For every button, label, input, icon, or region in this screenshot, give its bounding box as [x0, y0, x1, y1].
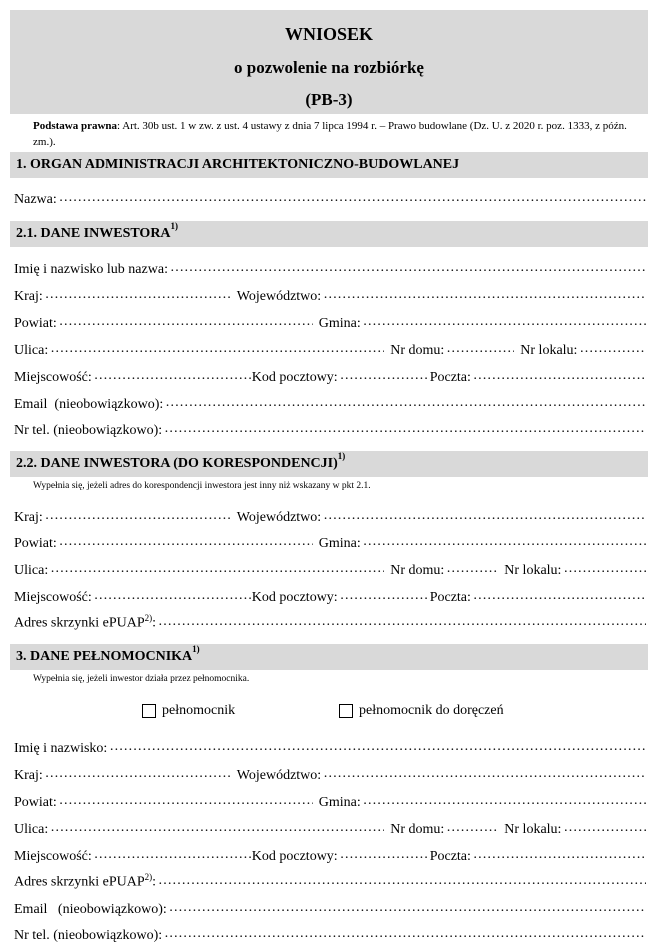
- gmina-label: Gmina:: [318, 795, 361, 810]
- section-2-1-title: 2.1. DANE INWESTORA: [16, 226, 171, 241]
- footnote-ref: 1): [337, 451, 346, 462]
- peln-ulica-field[interactable]: [48, 818, 384, 838]
- kor-epuap-field[interactable]: [156, 612, 646, 632]
- kor-nr-lokalu-field[interactable]: [561, 559, 646, 579]
- section-2-2-note: Wypełnia się, jeżeli adres do korespondencji inwestora jest inny niż wskazany w pkt 2.1.: [33, 481, 371, 491]
- powiat-label: Powiat:: [14, 795, 57, 810]
- powiat-label: Powiat:: [14, 536, 57, 551]
- kor-kraj-field[interactable]: [43, 506, 231, 526]
- row-inwestor-ulica: [14, 339, 646, 359]
- kor-nr-domu-field[interactable]: [444, 559, 498, 579]
- epuap-label: Adres skrzynki ePUAP$^{2)}$:: [14, 872, 157, 890]
- peln-epuap-field[interactable]: [156, 871, 646, 891]
- section-2-1-header: [10, 221, 648, 247]
- imie-label: Imię i nazwisko lub nazwa:: [14, 262, 168, 277]
- inwestor-nr-lokalu-field[interactable]: [577, 339, 646, 359]
- imie-label: Imię i nazwisko:: [14, 741, 108, 756]
- section-3-header: [10, 644, 648, 670]
- kod-pocztowy-label: Kod pocztowy:: [251, 849, 338, 864]
- checkbox-icon[interactable]: [142, 704, 156, 718]
- row-inwestor-kraj: [14, 285, 646, 305]
- row-kor-miejscowosc: [14, 586, 646, 606]
- row-peln-email: [14, 898, 646, 918]
- footnote-ref: 1): [192, 644, 200, 655]
- inwestor-imie-field[interactable]: [168, 258, 646, 278]
- peln-kraj-field[interactable]: [43, 764, 231, 784]
- row-organ-nazwa: [14, 188, 646, 208]
- checkbox-pelnomocnik-label: pełnomocnik: [162, 703, 236, 718]
- kor-gmina-field[interactable]: [361, 532, 646, 552]
- row-inwestor-imie: [14, 258, 646, 278]
- inwestor-ulica-field[interactable]: [48, 339, 384, 359]
- section-1-header: [10, 152, 648, 178]
- gmina-label: Gmina:: [318, 316, 361, 331]
- inwestor-kraj-field[interactable]: [43, 285, 231, 305]
- form-code: (PB-3): [305, 90, 353, 109]
- peln-wojewodztwo-field[interactable]: [321, 764, 646, 784]
- nazwa-field[interactable]: [57, 188, 646, 208]
- inwestor-kod-pocztowy-field[interactable]: [338, 366, 430, 386]
- email-label: Email (nieobowiązkowo):: [14, 902, 167, 917]
- peln-gmina-field[interactable]: [361, 791, 646, 811]
- pelnomocnik-type-options: [0, 703, 657, 723]
- row-kor-kraj: [14, 506, 646, 526]
- nr-domu-label: Nr domu:: [390, 822, 445, 837]
- row-kor-ulica: [14, 559, 646, 579]
- gmina-label: Gmina:: [318, 536, 361, 551]
- checkbox-pelnomocnik-do-doreczen[interactable]: [339, 703, 504, 719]
- peln-nr-domu-field[interactable]: [444, 818, 498, 838]
- tel-label: Nr tel. (nieobowiązkowo):: [14, 928, 163, 943]
- peln-nr-lokalu-field[interactable]: [561, 818, 646, 838]
- nr-lokalu-label: Nr lokalu:: [520, 343, 578, 358]
- ulica-label: Ulica:: [14, 563, 49, 578]
- row-peln-tel: [14, 924, 646, 944]
- section-3-title: 3. DANE PEŁNOMOCNIKA: [16, 649, 193, 664]
- row-peln-miejscowosc: [14, 845, 646, 865]
- row-inwestor-tel: [14, 419, 646, 439]
- legal-basis: [33, 118, 638, 150]
- miejscowosc-label: Miejscowość:: [14, 849, 92, 864]
- peln-miejscowosc-field[interactable]: [92, 845, 252, 865]
- peln-tel-field[interactable]: [162, 924, 646, 944]
- section-2-2-title: 2.2. DANE INWESTORA (DO KORESPONDENCJI): [16, 456, 338, 471]
- peln-email-field[interactable]: [167, 898, 646, 918]
- form-title: WNIOSEK: [284, 24, 374, 44]
- section-3-note: Wypełnia się, jeżeli inwestor działa przez pełnomocnika.: [33, 674, 250, 684]
- inwestor-email-field[interactable]: [163, 393, 646, 413]
- row-inwestor-powiat: [14, 312, 646, 332]
- kod-pocztowy-label: Kod pocztowy:: [251, 590, 338, 605]
- inwestor-poczta-field[interactable]: [471, 366, 646, 386]
- row-kor-powiat: [14, 532, 646, 552]
- peln-imie-field[interactable]: [107, 737, 646, 757]
- peln-powiat-field[interactable]: [57, 791, 313, 811]
- inwestor-tel-field[interactable]: [162, 419, 646, 439]
- legal-basis-text: : Art. 30b ust. 1 w zw. z ust. 4 ustawy z dnia 7 lipca 1994 r. – Prawo budowlane (Dz. U. z 2020 r. poz. 1333, z późn. zm.).: [33, 120, 627, 148]
- row-inwestor-email: [14, 393, 646, 413]
- nr-lokalu-label: Nr lokalu:: [504, 563, 562, 578]
- kor-powiat-field[interactable]: [57, 532, 313, 552]
- nazwa-label: Nazwa:: [14, 192, 57, 207]
- ulica-label: Ulica:: [14, 343, 49, 358]
- row-peln-powiat: [14, 791, 646, 811]
- row-kor-epuap: [14, 612, 646, 632]
- checkbox-pelnomocnik-do-doreczen-label: pełnomocnik do doręczeń: [359, 703, 504, 718]
- footnote-ref: 1): [170, 221, 179, 232]
- wojewodztwo-label: Województwo:: [236, 768, 322, 783]
- ulica-label: Ulica:: [14, 822, 49, 837]
- kod-pocztowy-label: Kod pocztowy:: [251, 370, 338, 385]
- inwestor-miejscowosc-field[interactable]: [92, 366, 252, 386]
- row-peln-epuap: [14, 871, 646, 891]
- poczta-label: Poczta:: [429, 370, 471, 385]
- kraj-label: Kraj:: [14, 510, 43, 525]
- kor-kod-pocztowy-field[interactable]: [338, 586, 430, 606]
- row-peln-imie: [14, 737, 646, 757]
- inwestor-powiat-field[interactable]: [57, 312, 313, 332]
- inwestor-wojewodztwo-field[interactable]: [321, 285, 646, 305]
- kraj-label: Kraj:: [14, 289, 43, 304]
- nr-domu-label: Nr domu:: [390, 563, 445, 578]
- inwestor-gmina-field[interactable]: [361, 312, 646, 332]
- wojewodztwo-label: Województwo:: [236, 289, 322, 304]
- poczta-label: Poczta:: [429, 849, 471, 864]
- section-1-title: 1. ORGAN ADMINISTRACJI ARCHITEKTONICZNO-BUDOWLANEJ: [16, 157, 460, 172]
- kraj-label: Kraj:: [14, 768, 43, 783]
- miejscowosc-label: Miejscowość:: [14, 370, 92, 385]
- email-label: Email (nieobowiązkowo):: [14, 397, 164, 412]
- kor-miejscowosc-field[interactable]: [92, 586, 252, 606]
- legal-basis-label: Podstawa prawna: [33, 120, 118, 132]
- miejscowosc-label: Miejscowość:: [14, 590, 92, 605]
- kor-wojewodztwo-field[interactable]: [321, 506, 646, 526]
- section-2-2-header: [10, 451, 648, 477]
- kor-poczta-field[interactable]: [471, 586, 646, 606]
- tel-label: Nr tel. (nieobowiązkowo):: [14, 423, 163, 438]
- inwestor-nr-domu-field[interactable]: [444, 339, 514, 359]
- powiat-label: Powiat:: [14, 316, 57, 331]
- nr-domu-label: Nr domu:: [390, 343, 445, 358]
- row-peln-kraj: [14, 764, 646, 784]
- poczta-label: Poczta:: [429, 590, 471, 605]
- checkbox-icon[interactable]: [339, 704, 353, 718]
- form-header: [10, 10, 648, 114]
- peln-kod-pocztowy-field[interactable]: [338, 845, 430, 865]
- checkbox-pelnomocnik[interactable]: [142, 703, 235, 719]
- row-peln-ulica: [14, 818, 646, 838]
- nr-lokalu-label: Nr lokalu:: [504, 822, 562, 837]
- wojewodztwo-label: Województwo:: [236, 510, 322, 525]
- row-inwestor-miejscowosc: [14, 366, 646, 386]
- form-subtitle: o pozwolenie na rozbiórkę: [234, 58, 424, 77]
- peln-poczta-field[interactable]: [471, 845, 646, 865]
- epuap-label: Adres skrzynki ePUAP$^{2)}$:: [14, 613, 157, 631]
- kor-ulica-field[interactable]: [48, 559, 384, 579]
